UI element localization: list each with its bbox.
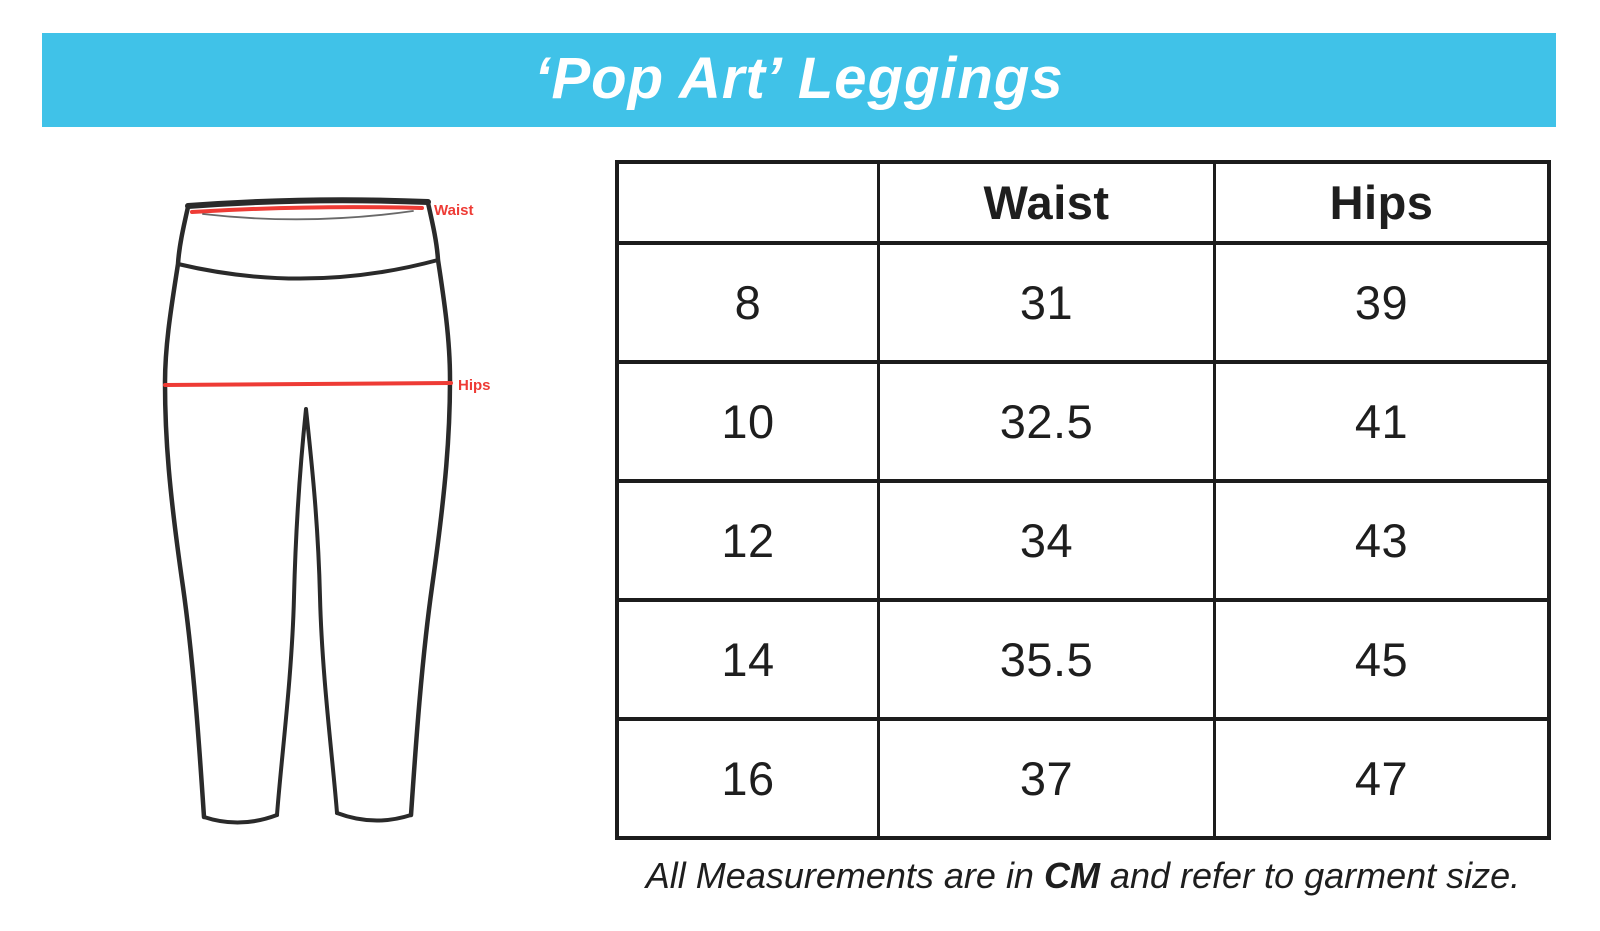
note-prefix: All Measurements are in: [645, 855, 1044, 896]
leggings-left-outline: [165, 207, 204, 817]
waist-cell: 34: [880, 483, 1216, 598]
size-cell: 8: [619, 245, 880, 360]
waistband-bottom-seam: [178, 260, 438, 279]
size-cell: 10: [619, 364, 880, 479]
inner-leg-seams: [277, 409, 337, 815]
title-banner: [42, 33, 1556, 127]
leggings-diagram: [155, 185, 555, 835]
waist-cell: 35.5: [880, 602, 1216, 717]
hips-cell: 47: [1354, 752, 1409, 805]
leggings-right-outline: [411, 203, 450, 815]
note-suffix: and refer to garment size.: [1099, 855, 1521, 896]
left-ankle-cuff: [204, 815, 277, 823]
waistband-top-edge: [188, 200, 428, 206]
table-row: [619, 483, 1547, 602]
hips-cell: 45: [1354, 633, 1409, 686]
size-cell: 16: [619, 721, 880, 836]
table-row: [619, 721, 1547, 836]
hips-cell: 39: [1354, 276, 1409, 329]
table-row: [619, 364, 1547, 483]
page-title: ‘Pop Art’ Leggings: [534, 45, 1064, 111]
right-ankle-cuff: [337, 813, 411, 821]
waist-cell: 32.5: [880, 364, 1216, 479]
header-cell-hips: Hips: [1329, 176, 1434, 229]
table-header-row: [619, 164, 1547, 245]
note-unit: CM: [1043, 855, 1100, 896]
hips-measure-label: Hips: [458, 377, 491, 394]
waist-measure-line: [192, 207, 422, 212]
hips-cell: 43: [1354, 514, 1409, 567]
table-row: [619, 602, 1547, 721]
size-cell: 14: [619, 602, 880, 717]
leggings-outline-drawing: [155, 185, 555, 835]
size-cell: 12: [619, 483, 880, 598]
header-cell-size: [619, 164, 880, 241]
table-row: [619, 245, 1547, 364]
header-cell-waist: Waist: [880, 164, 1216, 241]
size-table: [615, 160, 1551, 840]
waist-cell: 37: [880, 721, 1216, 836]
hips-measure-line: [165, 383, 451, 385]
waist-measure-label: Waist: [434, 202, 474, 219]
hips-cell: 41: [1354, 395, 1409, 448]
measurement-note: [595, 855, 1571, 897]
waist-cell: 31: [880, 245, 1216, 360]
waistband-inner-shade: [203, 211, 413, 219]
